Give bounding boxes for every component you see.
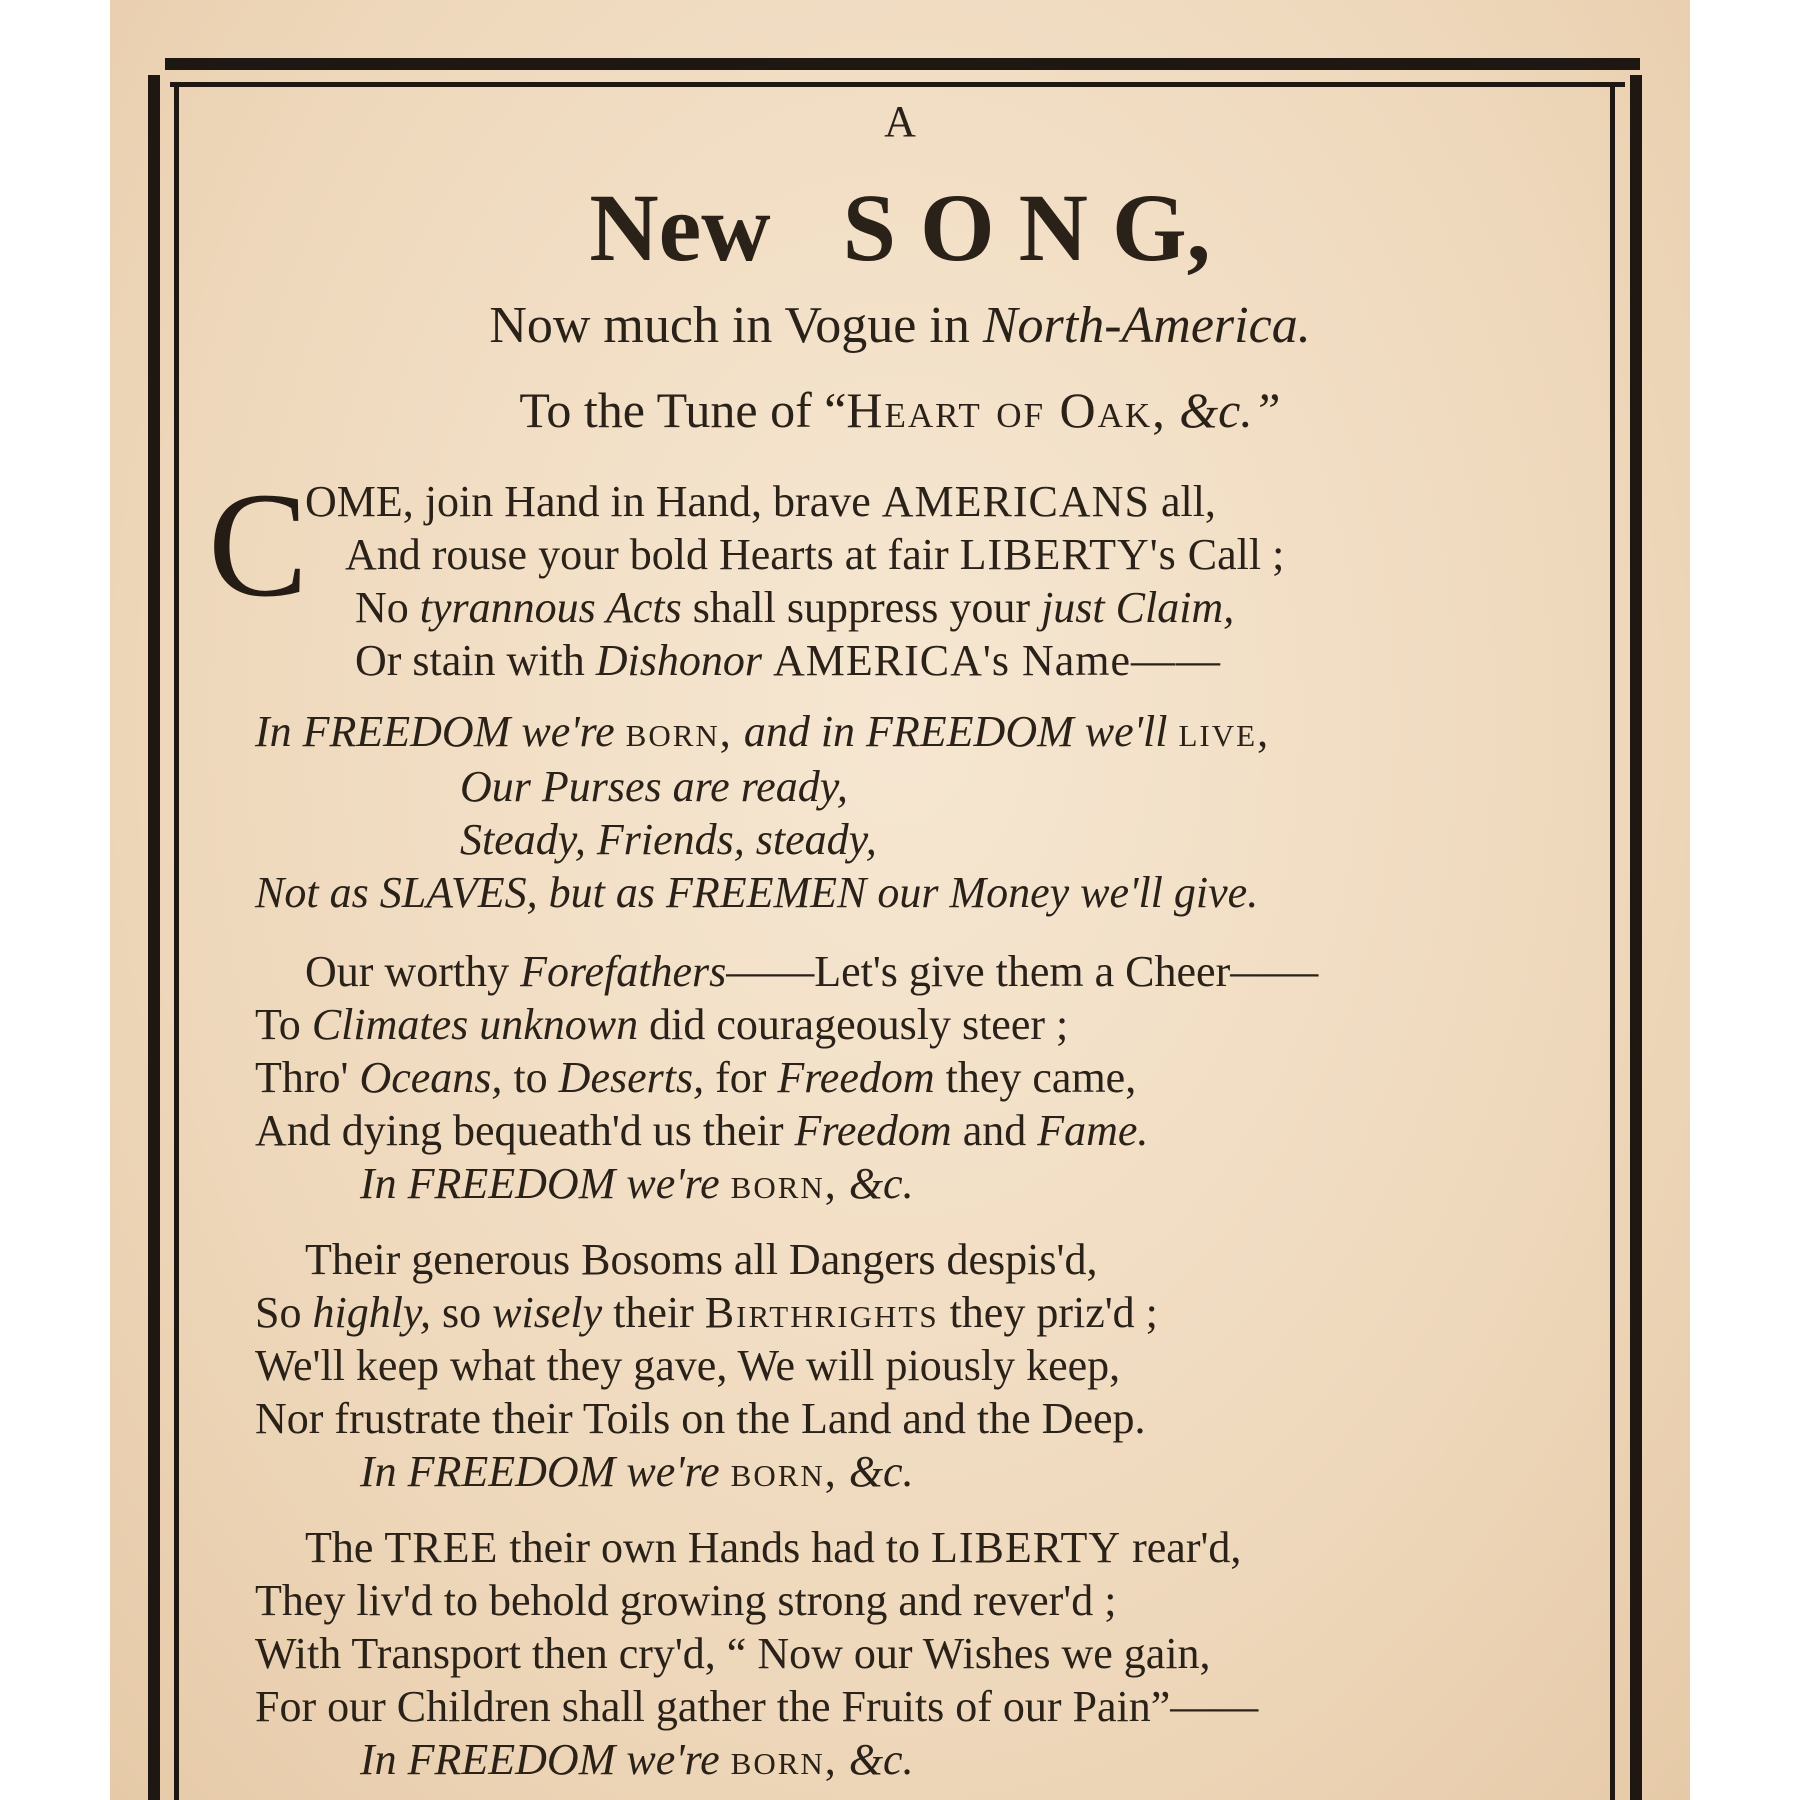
s3l2-e: their <box>613 1288 694 1337</box>
tune-pre: To the Tune of “ <box>519 382 847 438</box>
s1l1-b: AMERICANS <box>881 477 1150 526</box>
s3l2-b: highly, <box>312 1288 432 1337</box>
s2l2-c: did courageously steer ; <box>649 1000 1069 1049</box>
s4l1-d: LIBERTY <box>930 1523 1122 1572</box>
s3l2-c: so <box>442 1288 482 1337</box>
s2l1-b: Forefathers <box>520 947 727 996</box>
drop-cap: C <box>208 462 309 628</box>
s1l2-b: LIBERTY's <box>959 530 1177 579</box>
s2l4-c: and <box>962 1106 1027 1155</box>
ch1-c: and in FREEDOM we'll <box>743 707 1168 756</box>
s2l4-b: Freedom <box>794 1106 952 1155</box>
title-song: S O N G, <box>842 174 1211 281</box>
stanza1-line1 <box>305 477 1216 526</box>
subtitle-place: North-America. <box>982 297 1311 354</box>
s2l2-a: To <box>255 1000 301 1049</box>
stanza2-line4 <box>255 1106 1149 1155</box>
s2l3-c: to <box>513 1053 548 1102</box>
s2l3-b: Oceans, <box>359 1053 503 1102</box>
chorus-line3: Steady, Friends, steady, <box>460 815 877 864</box>
s3ref-c: &c. <box>848 1447 914 1496</box>
subtitle <box>110 297 1690 354</box>
tune-post: &c.” <box>1179 382 1281 438</box>
s2l3-a: Thro' <box>255 1053 349 1102</box>
s1l1-a: OME, join Hand in Hand, brave <box>305 477 871 526</box>
s4ref-c: &c. <box>848 1735 914 1784</box>
s2ref-a: In FREEDOM we're <box>360 1159 720 1208</box>
s1l3-b: tyrannous Acts <box>419 583 682 632</box>
ch1-a: In FREEDOM we're <box>255 707 615 756</box>
s1l3-c: shall suppress your <box>692 583 1031 632</box>
s2l4-a: And dying bequeath'd us their <box>255 1106 784 1155</box>
s2l1-c: ——Let's give them a Cheer—— <box>726 947 1319 996</box>
stanza4-line1 <box>305 1523 1242 1572</box>
s4l1-a: The <box>305 1523 374 1572</box>
s1l4-b: Dishonor <box>595 636 763 685</box>
chorus-line1 <box>255 707 1271 756</box>
s1l4-c: AMERICA's Name—— <box>773 636 1222 685</box>
stanza4-line4: For our Children shall gather the Fruits of our Pain”—— <box>255 1682 1259 1731</box>
tune-name: Heart of Oak, <box>846 382 1167 438</box>
stanza3-line4: Nor frustrate their Toils on the Land and the Deep. <box>255 1394 1146 1443</box>
stanza2-line1 <box>305 947 1319 996</box>
s3l2-g: they priz'd ; <box>949 1288 1158 1337</box>
s4l1-e: rear'd, <box>1132 1523 1242 1572</box>
s2l3-g: they came, <box>945 1053 1137 1102</box>
s2l2-b: Climates unknown <box>311 1000 639 1049</box>
s3l2-f: Birthrights <box>704 1288 939 1337</box>
stanza1-line2 <box>345 530 1285 579</box>
s1l2-a: And rouse your bold Hearts at fair <box>345 530 949 579</box>
song-title <box>110 174 1690 281</box>
s1l1-c: all, <box>1160 477 1216 526</box>
s2l1-a: Our worthy <box>305 947 510 996</box>
s1l2-c: Call ; <box>1187 530 1285 579</box>
s2l4-d: Fame. <box>1037 1106 1149 1155</box>
stanza2-line3 <box>255 1053 1137 1102</box>
stanza4-line3: With Transport then cry'd, “ Now our Wishes we gain, <box>255 1629 1211 1678</box>
chorus-line4: Not as SLAVES, but as FREEMEN our Money we'll give. <box>255 868 1259 917</box>
s3l2-d: wisely <box>492 1288 603 1337</box>
s2ref-b: born, <box>730 1159 838 1208</box>
document-page <box>110 0 1690 1800</box>
s1l3-d: just Claim, <box>1041 583 1235 632</box>
s3ref-b: born, <box>730 1447 838 1496</box>
s2l3-e: for <box>715 1053 767 1102</box>
s1l4-a: Or stain with <box>355 636 585 685</box>
s3l2-a: So <box>255 1288 302 1337</box>
chorus-line2: Our Purses are ready, <box>460 762 848 811</box>
stanza4-line2: They liv'd to behold growing strong and rever'd ; <box>255 1576 1117 1625</box>
stanza3-line2 <box>255 1288 1158 1337</box>
s4l1-c: their own Hands had to <box>509 1523 920 1572</box>
stanza2-refrain <box>360 1159 914 1208</box>
stanza3-line1: Their generous Bosoms all Dangers despis'd, <box>305 1235 1098 1284</box>
s4l1-b: TREE <box>384 1523 499 1572</box>
stanza4-refrain <box>360 1735 914 1784</box>
ch1-d: live, <box>1178 707 1271 756</box>
stanza2-line2 <box>255 1000 1069 1049</box>
s4ref-a: In FREEDOM we're <box>360 1735 720 1784</box>
s4ref-b: born, <box>730 1735 838 1784</box>
subtitle-text: Now much in Vogue in <box>489 297 970 354</box>
s2l3-f: Freedom <box>777 1053 935 1102</box>
s2l3-d: Deserts, <box>558 1053 705 1102</box>
stanza3-refrain <box>360 1447 914 1496</box>
top-rule-outer <box>165 58 1640 70</box>
stanza1-line3 <box>355 583 1235 632</box>
stanza3-line3: We'll keep what they gave, We will piously keep, <box>255 1341 1121 1390</box>
s3ref-a: In FREEDOM we're <box>360 1447 720 1496</box>
header-a: A <box>884 97 916 146</box>
title-new: New <box>589 174 771 281</box>
s1l3-a: No <box>355 583 409 632</box>
tune-line <box>110 382 1690 438</box>
s2ref-c: &c. <box>848 1159 914 1208</box>
top-rule-inner <box>170 82 1625 87</box>
stanza1-line4 <box>355 636 1222 685</box>
ch1-b: born, <box>625 707 733 756</box>
